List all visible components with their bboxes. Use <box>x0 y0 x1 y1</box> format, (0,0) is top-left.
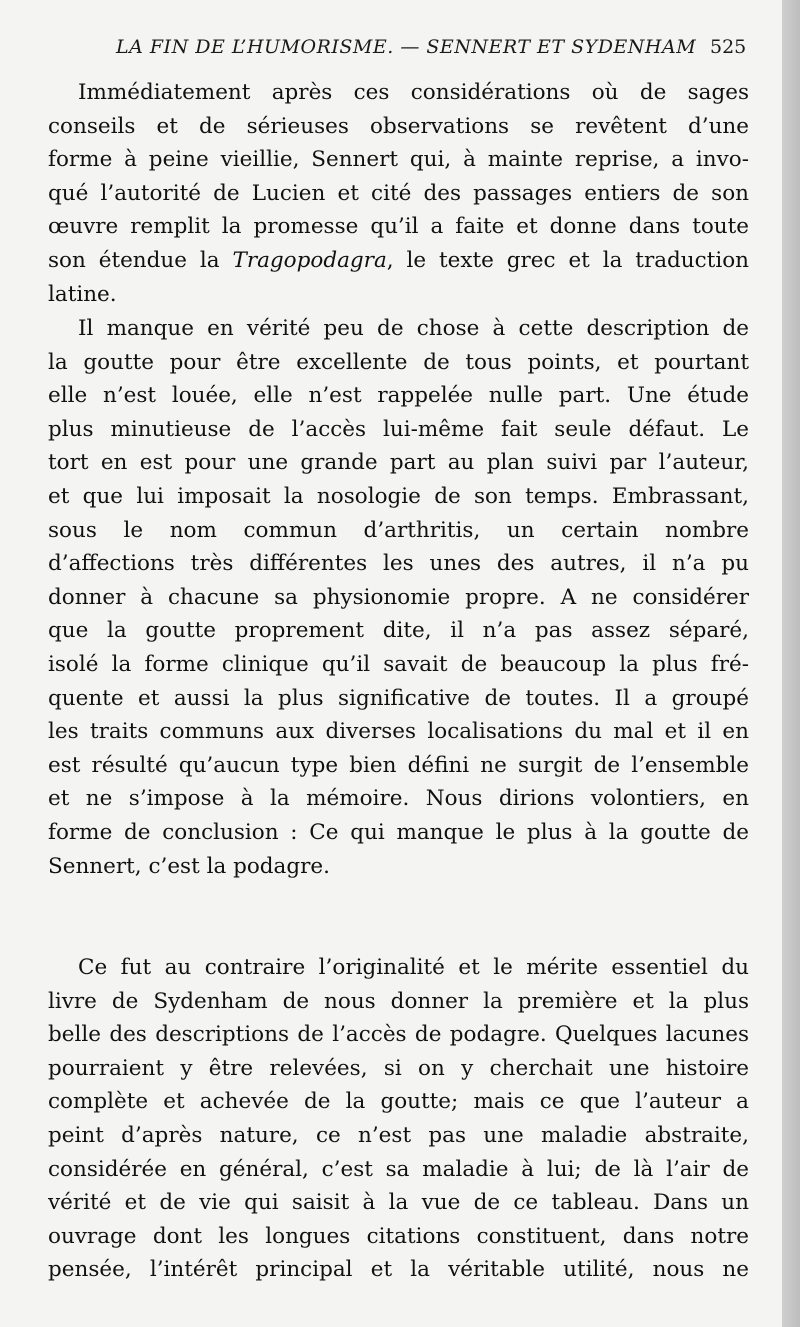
text-line: qué l’autorité de Lucien et cité des passages entiers de son <box>48 180 749 206</box>
text-line: pourraient y être relevées, si on y cherchait une histoire <box>48 1055 749 1081</box>
text-line: que la goutte proprement dite, il n’a pas assez séparé, <box>48 618 749 644</box>
text-line: peint d’après nature, ce n’est pas une maladie abstraite, <box>48 1122 749 1148</box>
text-line: quente et aussi la plus significative de toutes. Il a groupé <box>48 685 749 711</box>
page-edge-shadow <box>782 0 800 1327</box>
text-line: les traits communs aux diverses localisations du mal et il en <box>48 719 749 745</box>
text-fragment: , le texte grec et la traduction <box>386 247 749 273</box>
text-line: ouvrage dont les longues citations constituent, dans notre <box>48 1223 749 1249</box>
text-line: la goutte pour être excellente de tous points, et pourtant <box>48 349 749 375</box>
paragraph-2 <box>48 312 749 883</box>
text-line: Immédiatement après ces considérations où de sages <box>78 80 749 105</box>
text-line: isolé la forme clinique qu’il savait de beaucoup la plus fré- <box>48 651 749 677</box>
text-line: elle n’est louée, elle n’est rappelée nulle part. Une étude <box>48 383 749 409</box>
text-line: d’affections très différentes les unes des autres, il n’a pu <box>48 551 749 577</box>
text-line: œuvre remplit la promesse qu’il a faite et donne dans toute <box>48 214 749 240</box>
text-line: tort en est pour une grande part au plan suivi par l’auteur, <box>48 450 749 476</box>
text-line: considérée en général, c’est sa maladie à lui; de là l’air de <box>48 1156 749 1182</box>
text-line: complète et achevée de la goutte; mais ce que l’auteur a <box>48 1089 749 1115</box>
text-line: est résulté qu’aucun type bien défini ne surgit de l’ensemble <box>48 752 749 778</box>
text-line: et ne s’impose à la mémoire. Nous dirions volontiers, en <box>48 786 749 812</box>
text-line: forme de conclusion : Ce qui manque le plus à la goutte de <box>48 819 749 845</box>
text-line: conseils et de sérieuses observations se revêtent d’une <box>48 113 749 139</box>
text-line: donner à chacune sa physionomie propre. A ne considérer <box>48 584 749 610</box>
text-line: vérité et de vie qui saisit à la vue de ce tableau. Dans un <box>48 1190 749 1216</box>
text-line: sous le nom commun d’arthritis, un certain nombre <box>48 517 749 543</box>
text-line: livre de Sydenham de nous donner la première et la plus <box>48 988 749 1014</box>
paragraph-1 <box>48 76 749 311</box>
text-line: plus minutieuse de l’accès lui-même fait seule défaut. Le <box>48 416 749 442</box>
text-line: pensée, l’intérêt principal et la véritable utilité, nous ne <box>48 1257 749 1283</box>
text-line: belle des descriptions de l’accès de podagre. Quelques lacunes <box>48 1022 749 1048</box>
book-title-italic: Tragopodagra <box>232 247 387 273</box>
text-line: et que lui imposait la nosologie de son temps. Embrassant, <box>48 483 749 509</box>
text-line: Ce fut au contraire l’originalité et le mérite essentiel du <box>78 955 749 980</box>
text-line: forme à peine vieillie, Sennert qui, à mainte reprise, a invo- <box>48 147 749 173</box>
text-line: latine. <box>48 281 117 307</box>
text-line: Sennert, c’est la podagre. <box>48 853 330 879</box>
text-line <box>48 244 749 278</box>
text-fragment: son étendue la <box>48 247 233 273</box>
paragraph-3 <box>48 951 749 1287</box>
text-line: Il manque en vérité peu de chose à cette description de <box>78 316 749 341</box>
page-number: 525 <box>710 36 747 58</box>
running-title: LA FIN DE L’HUMORISME. — SENNERT ET SYDENHAM <box>116 36 697 58</box>
